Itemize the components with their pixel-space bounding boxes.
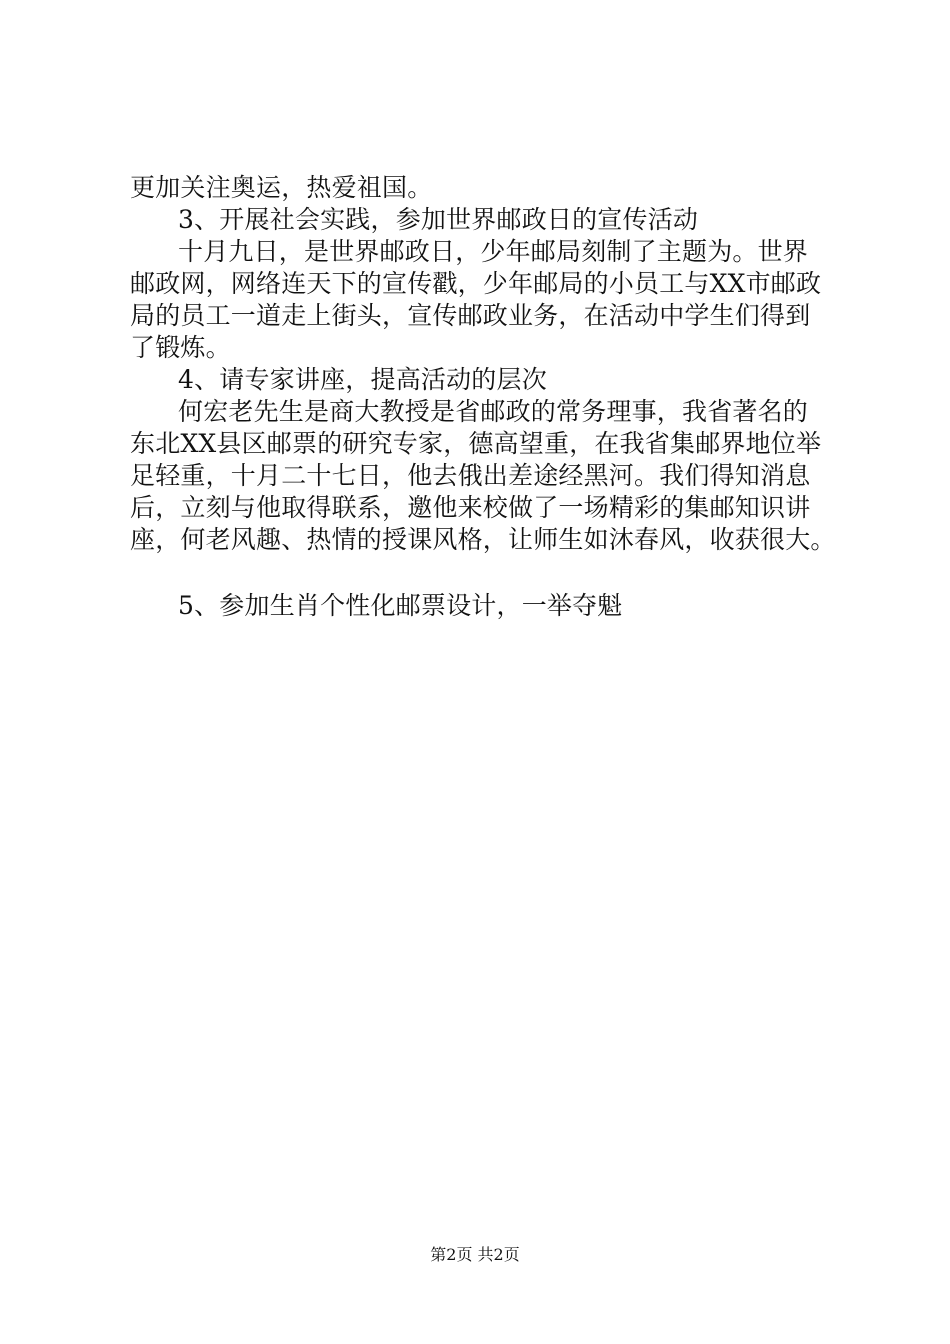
paragraph-line: 了锻炼。 — [130, 333, 231, 362]
paragraph-line: 东北XX县区邮票的研究专家，德高望重，在我省集邮界地位举 — [130, 429, 822, 458]
section-heading-5: 5、参加生肖个性化邮票设计，一举夺魁 — [178, 591, 623, 620]
paragraph-line: 何宏老先生是商大教授是省邮政的常务理事，我省著名的 — [178, 397, 809, 426]
paragraph-line: 十月九日，是世界邮政日，少年邮局刻制了主题为。世界 — [178, 237, 809, 266]
section-heading-3: 3、开展社会实践，参加世界邮政日的宣传活动 — [178, 205, 699, 234]
document-body — [130, 172, 852, 622]
section-heading-4: 4、请专家讲座，提高活动的层次 — [178, 365, 547, 394]
paragraph-line: 邮政网，网络连天下的宣传戳，少年邮局的小员工与XX市邮政 — [130, 269, 822, 298]
paragraph-line: 后，立刻与他取得联系，邀他来校做了一场精彩的集邮知识讲 — [130, 493, 811, 522]
paragraph-line: 更加关注奥运，热爱祖国。 — [130, 173, 433, 202]
paragraph-line: 座，何老风趣、热情的授课风格，让师生如沐春风，收获很大。 — [130, 525, 836, 554]
paragraph-line: 足轻重，十月二十七日，他去俄出差途经黑河。我们得知消息 — [130, 461, 811, 490]
paragraph-gap — [130, 556, 852, 590]
paragraph-line: 局的员工一道走上街头，宣传邮政业务，在活动中学生们得到 — [130, 301, 811, 330]
page-footer: 第2页 共2页 — [430, 1245, 520, 1264]
